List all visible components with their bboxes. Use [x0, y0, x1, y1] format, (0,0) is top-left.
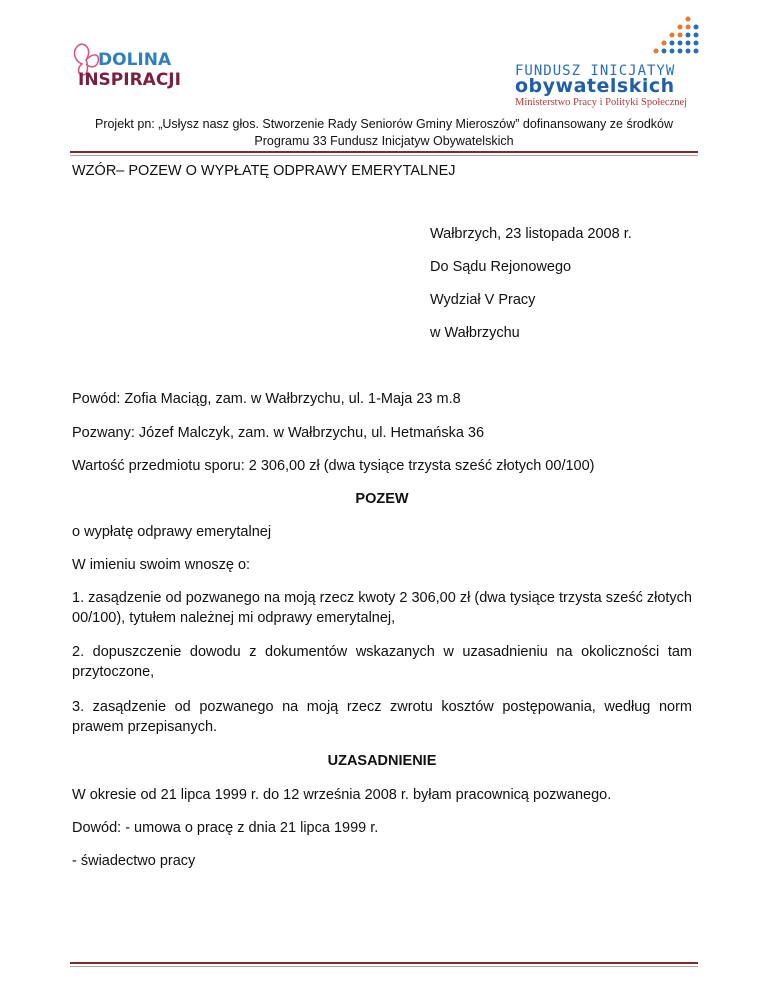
footer-rule-thin [70, 966, 698, 967]
place-date: Wałbrzych, 23 listopada 2008 r. [430, 226, 632, 242]
logo-line1: DOLINA [98, 50, 172, 70]
project-line-2: Programu 33 Fundusz Inicjatyw Obywatelskich [254, 134, 514, 148]
logo-fio-line2: obywatelskich [515, 75, 675, 97]
project-line-1: Projekt pn: „Usłysz nasz głos. Stworzenie Rady Seniorów Gminy Mieroszów” dofinansowany ze środków [94, 117, 673, 131]
header-rule-thin [70, 155, 698, 156]
evidence-1: Dowód: - umowa o pracę z dnia 21 lipca 1999 r. [72, 820, 379, 836]
request-item-1: 1. zasądzenie od pozwanego na moją rzecz kwoty 2 306,00 zł (dwa tysiące trzysta sześć złotych 00/100), tytułem należnej mi odprawy emerytalnej, [72, 590, 692, 626]
evidence-2: - świadectwo pracy [72, 853, 196, 869]
court-line-1: Do Sądu Rejonowego [430, 259, 572, 275]
logo-fio-line3: Ministerstwo Pracy i Polityki Społecznej [515, 97, 688, 108]
subject: o wypłatę odprawy emerytalnej [72, 524, 272, 540]
heading-uzasadnienie: UZASADNIENIE [327, 753, 437, 769]
footer-rule [70, 962, 698, 964]
claim-value: Wartość przedmiotu sporu: 2 306,00 zł (dwa tysiące trzysta sześć złotych 00/100) [72, 458, 595, 474]
logo-line2: INSPIRACJI [78, 70, 181, 90]
heading-pozew: POZEW [355, 491, 409, 507]
fio-logo [515, 15, 705, 110]
justification-1: W okresie od 21 lipca 1999 r. do 12 września 2008 r. byłam pracownicą pozwanego. [72, 787, 612, 803]
court-line-3: w Wałbrzychu [430, 325, 520, 341]
court-line-2: Wydział V Pracy [430, 292, 536, 308]
request-item-3: 3. zasądzenie od pozwanego na moją rzecz zwrotu kosztów postępowania, według norm prawem przepisanych. [72, 699, 692, 735]
defendant: Pozwany: Józef Malczyk, zam. w Wałbrzychu, ul. Hetmańska 36 [72, 425, 485, 441]
request-item-2: 2. dopuszczenie dowodu z dokumentów wskazanych w uzasadnieniu na okoliczności tam przytoczone, [72, 644, 692, 680]
logo-fio-line1: FUNDUSZ INICJATYW [515, 63, 676, 79]
request-intro: W imieniu swoim wnoszę o: [72, 557, 251, 573]
plaintiff: Powód: Zofia Maciąg, zam. w Wałbrzychu, ul. 1-Maja 23 m.8 [72, 391, 461, 407]
dots-icon [640, 15, 700, 55]
dolina-inspiracji-logo [70, 40, 200, 100]
header-rule [70, 151, 698, 153]
document-title: WZÓR– POZEW O WYPŁATĘ ODPRAWY EMERYTALNEJ [72, 163, 456, 179]
